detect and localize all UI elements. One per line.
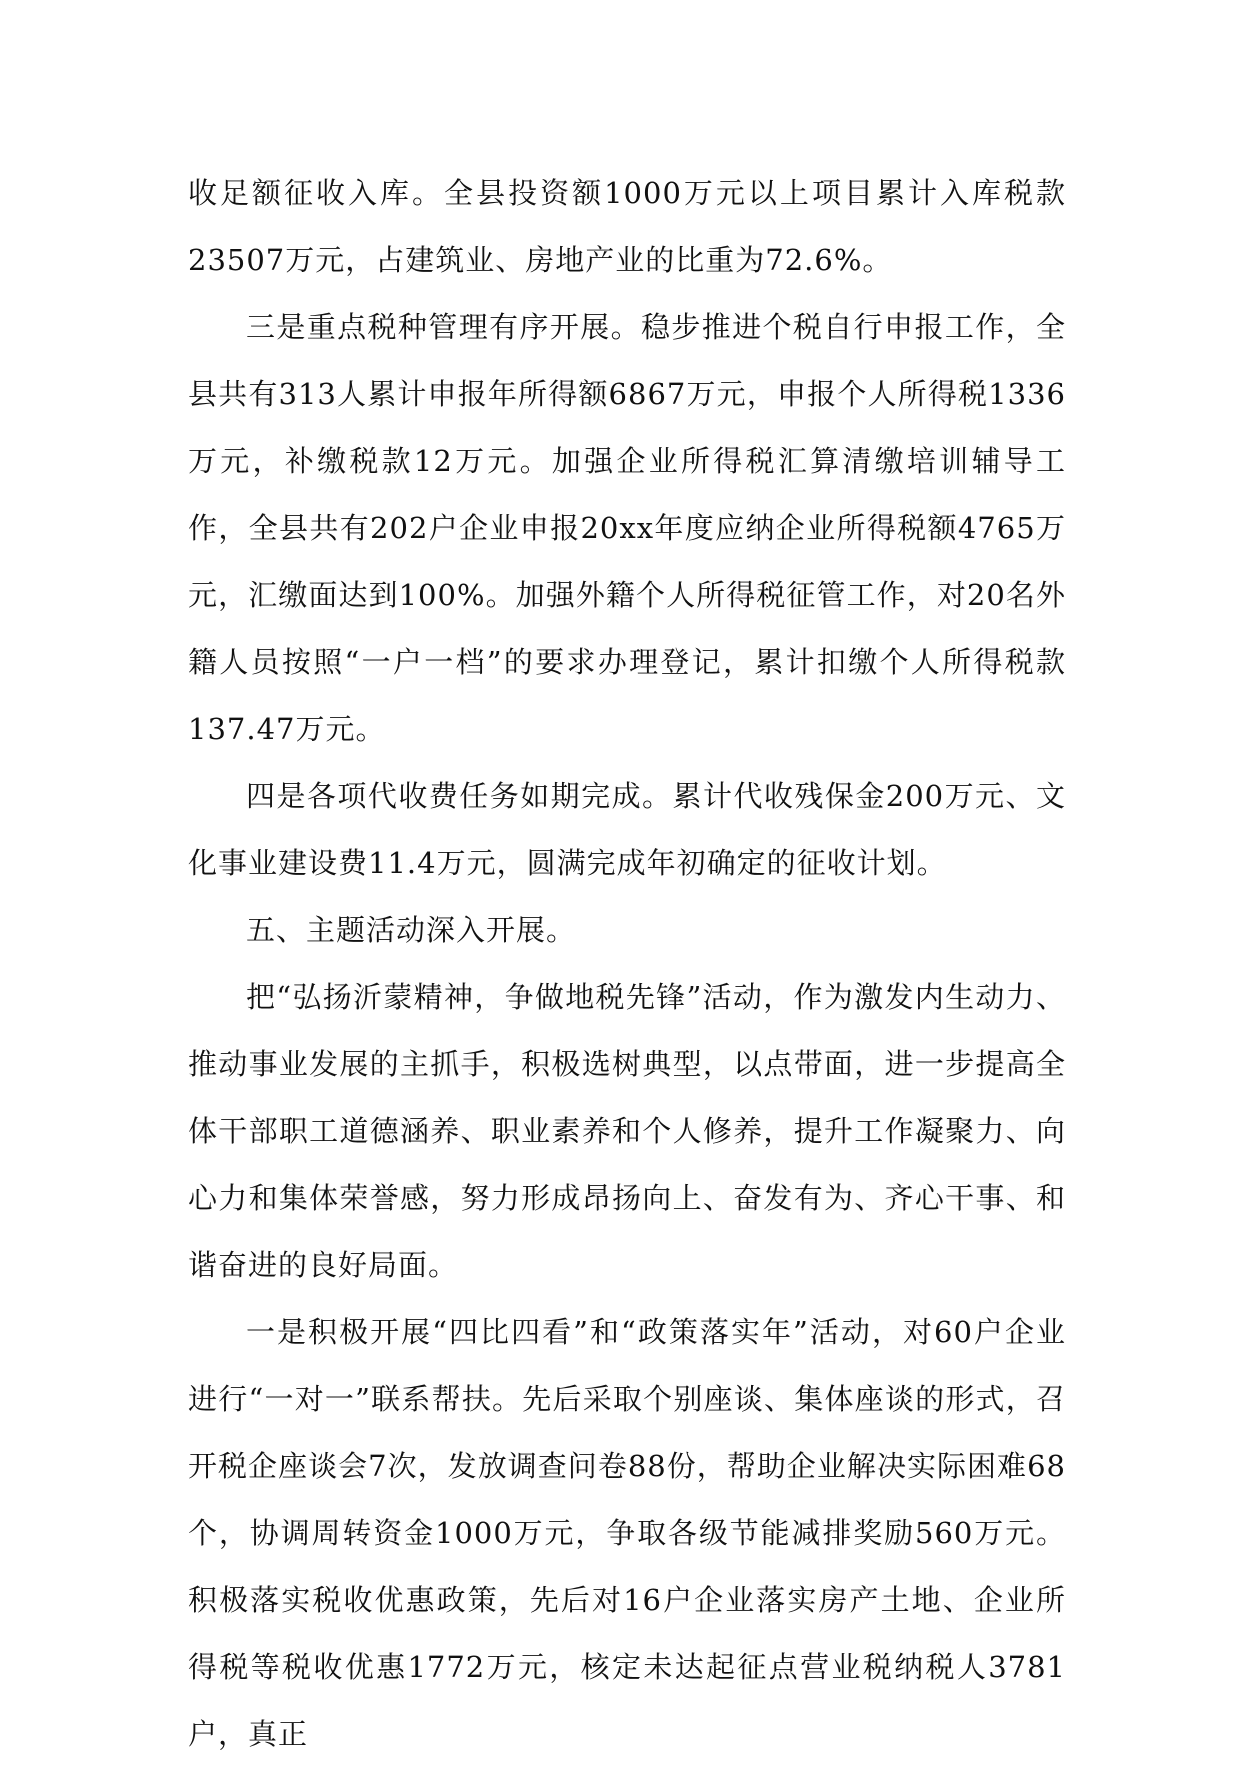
paragraph-tax-management: 三是重点税种管理有序开展。稳步推进个税自行申报工作，全县共有313人累计申报年所得额6867万元，申报个人所得税1336万元，补缴税款12万元。加强企业所得税汇算清缴培训辅导工作，全县共有202户企业申报20xx年度应纳企业所得税额4765万元，汇缴面达到100%。加强外籍个人所得税征管工作，对20名外籍人员按照“一户一档”的要求办理登记，累计扣缴个人所得税款137.47万元。 <box>188 310 1066 746</box>
section-heading-theme-activities: 五、主题活动深入开展。 <box>246 913 577 947</box>
document-body <box>188 160 1066 1768</box>
paragraph-theme-activities: 把“弘扬沂蒙精神，争做地税先锋”活动，作为激发内生动力、推动事业发展的主抓手，积极选树典型，以点带面，进一步提高全体干部职工道德涵养、职业素养和个人修养，提升工作凝聚力、向心力和集体荣誉感，努力形成昂扬向上、奋发有为、齐心干事、和谐奋进的良好局面。 <box>188 980 1066 1282</box>
paragraph-continuation: 收足额征收入库。全县投资额1000万元以上项目累计入库税款23507万元，占建筑业、房地产业的比重为72.6%。 <box>188 176 1066 277</box>
paragraph-enterprise-support: 一是积极开展“四比四看”和“政策落实年”活动，对60户企业进行“一对一”联系帮扶。先后采取个别座谈、集体座谈的形式，召开税企座谈会7次，发放调查问卷88份，帮助企业解决实际困难68个，协调周转资金1000万元，争取各级节能减排奖励560万元。积极落实税收优惠政策，先后对16户企业落实房产土地、企业所得税等税收优惠1772万元，核定未达起征点营业税纳税人3781户，真正 <box>188 1315 1066 1751</box>
paragraph-fee-collection: 四是各项代收费任务如期完成。累计代收残保金200万元、文化事业建设费11.4万元，圆满完成年初确定的征收计划。 <box>188 779 1066 880</box>
